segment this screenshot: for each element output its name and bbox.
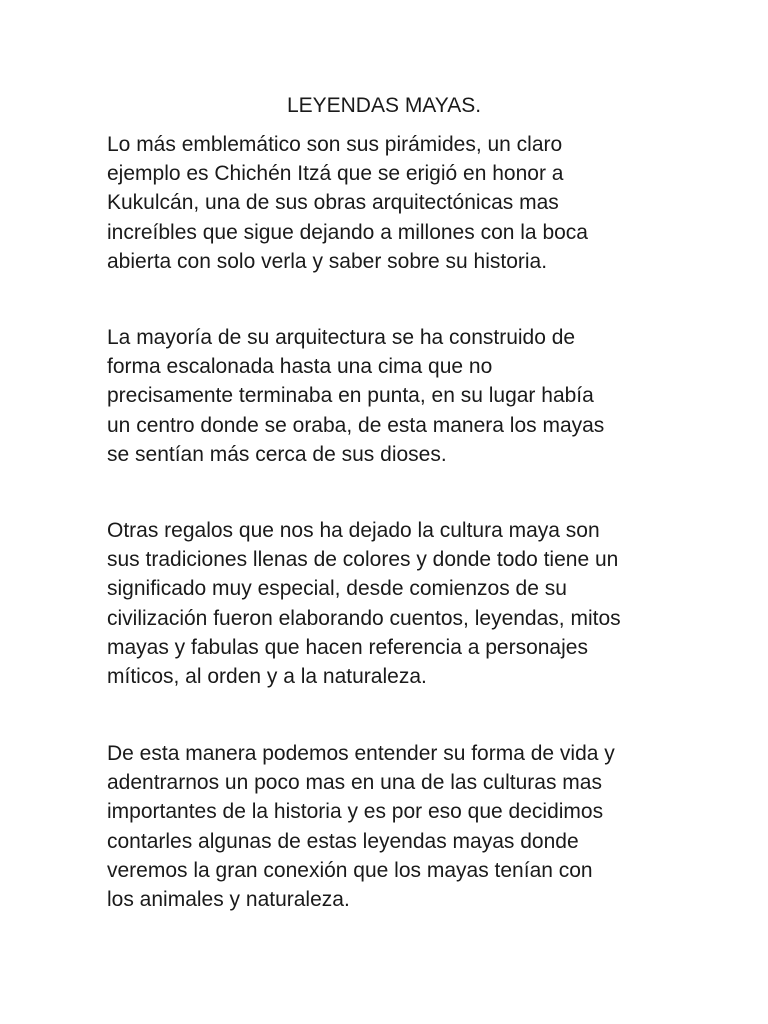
paragraph-line: contarles algunas de estas leyendas mayas donde (107, 829, 579, 853)
paragraph-line: mayas y fabulas que hacen referencia a personajes (107, 635, 588, 659)
paragraph-conclusion (107, 739, 667, 914)
paragraph-line: La mayoría de su arquitectura se ha construido de (107, 326, 576, 349)
paragraph-line: adentrarnos un poco mas en una de las culturas mas (107, 771, 602, 795)
paragraph-line: importantes de la historia y es por eso que decidimos (107, 800, 604, 824)
paragraph-line: increíbles que sigue dejando a millones con la boca (107, 220, 588, 244)
paragraph-line: Otras regalos que nos ha dejado la cultura maya son (107, 519, 600, 542)
paragraph-line: veremos la gran conexión que los mayas tenían con (107, 858, 593, 882)
paragraph-line: abierta con solo verla y saber sobre su historia. (107, 249, 548, 273)
paragraph-line: Lo más emblemático son sus pirámides, un claro (107, 133, 563, 156)
paragraph-line: los animales y naturaleza. (107, 888, 350, 912)
paragraph-arquitectura (107, 323, 667, 469)
paragraph-line: precisamente terminaba en punta, en su lugar había (107, 384, 594, 408)
paragraph-line: un centro donde se oraba, de esta manera los mayas (107, 413, 605, 437)
paragraph-piramides (107, 130, 667, 276)
paragraph-line: significado muy especial, desde comienzos de su (107, 577, 567, 601)
paragraph-line: civilización fueron elaborando cuentos, leyendas, mitos (107, 606, 621, 630)
paragraph-line: sus tradiciones llenas de colores y donde todo tiene un (107, 548, 619, 572)
paragraph-line: míticos, al orden y a la naturaleza. (107, 665, 427, 689)
paragraph-line: Kukulcán, una de sus obras arquitectónicas mas (107, 191, 559, 215)
paragraph-line: ejemplo es Chichén Itzá que se erigió en honor a (107, 162, 564, 186)
paragraph-line: se sentían más cerca de sus dioses. (107, 442, 447, 466)
document-title: LEYENDAS MAYAS. (286, 94, 482, 117)
paragraph-line: De esta manera podemos entender su forma de vida y (107, 742, 615, 765)
paragraph-line: forma escalonada hasta una cima que no (107, 355, 493, 379)
paragraph-tradiciones (107, 516, 667, 691)
